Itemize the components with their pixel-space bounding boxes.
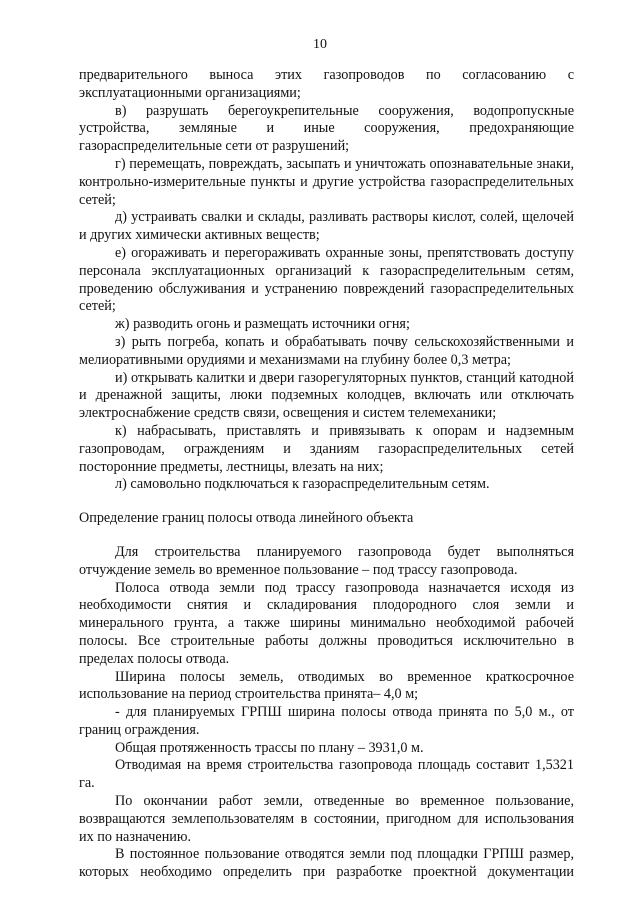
paragraph: Отводимая на время строительства газопровода площадь составит 1,5321 га. (79, 757, 574, 792)
list-item-v: в) разрушать берегоукрепительные сооружения, водопропускные устройства, земляные и иные сооружения, предохраняющие газораспределительные сети от разрушений; (79, 102, 574, 155)
list-item-k: к) набрасывать, приставлять и привязывать к опорам и надземным газопроводам, ограждениям и зданиям газораспределительных сетей посторонние предметы, лестницы, влезать на них; (79, 422, 574, 475)
paragraph: По окончании работ земли, отведенные во временное пользование, возвращаются землепользователям в состоянии, пригодном для использования их по назначению. (79, 793, 574, 845)
page-number: 10 (313, 37, 327, 52)
list-item-i: и) открывать калитки и двери газорегуляторных пунктов, станций катодной и дренажной защиты, люки подземных колодцев, включать или отключать электроснабжение средств связи, освещения и систем телемеханики; (79, 369, 574, 422)
list-item-e: е) огораживать и перегораживать охранные зоны, препятствовать доступу персонала эксплуатационных организаций к газораспределительным сетям, проведению обслуживания и устранению повреждений газораспределительных сетей; (79, 244, 574, 315)
section-heading: Определение границ полосы отвода линейного объекта (79, 510, 414, 527)
paragraph: Для строительства планируемого газопровода будет выполняться отчуждение земель во временное пользование – под трассу газопровода. (79, 543, 574, 578)
list-item-l: л) самовольно подключаться к газораспределительным сетям. (115, 476, 490, 493)
paragraph: Общая протяженность трассы по плану – 3931,0 м. (115, 739, 424, 756)
list-item-z: з) рыть погреба, копать и обрабатывать почву сельскохозяйственными и мелиоративными орудиями и механизмами на глубину более 0,3 метра; (79, 333, 574, 368)
paragraph: - для планируемых ГРПШ ширина полосы отвода принята по 5,0 м., от границ ограждения. (79, 704, 574, 738)
list-item-g: г) перемещать, повреждать, засыпать и уничтожать опознавательные знаки, контрольно-измерительные пункты и другие устройства газораспределительных сетей; (79, 155, 574, 208)
paragraph: Ширина полосы земель, отводимых во временное краткосрочное использование на период строительства принята– 4,0 м; (79, 668, 574, 703)
document-body (79, 67, 574, 882)
list-item-d: д) устраивать свалки и склады, разливать растворы кислот, солей, щелочей и других химически активных веществ; (79, 209, 574, 244)
paragraph: В постоянное пользование отводятся земли под площадки ГРПШ размер, которых необходимо определить при разработке проектной документации (79, 846, 574, 881)
list-item-zh: ж) разводить огонь и размещать источники огня; (115, 316, 410, 333)
paragraph: Полоса отвода земли под трассу газопровода назначается исходя из необходимости снятия и складирования плодородного слоя земли и минерального грунта, а также ширины минимально необходимой рабочей полосы. Все строительные работы должны проводиться исключительно в пределах полосы отвода. (79, 579, 574, 667)
paragraph: предварительного выноса этих газопроводов по согласованию с эксплуатационными организациями; (79, 67, 574, 101)
